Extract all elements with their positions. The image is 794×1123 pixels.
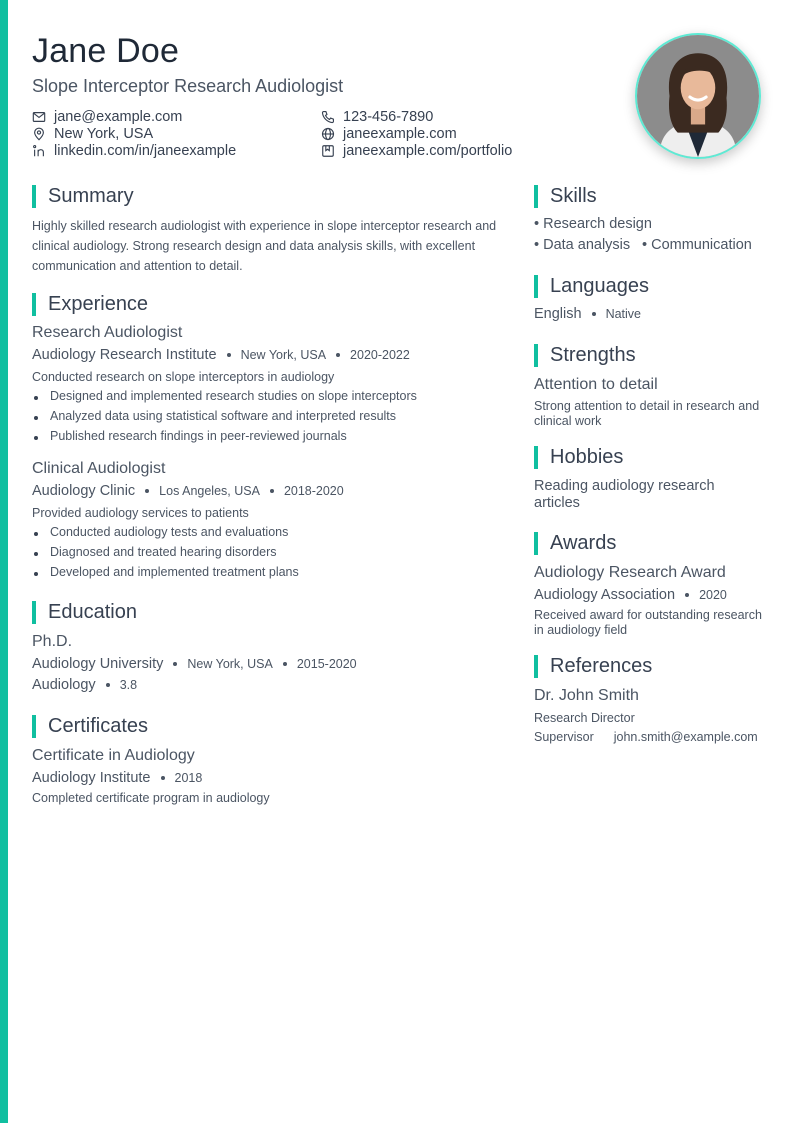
separator-dot bbox=[283, 662, 287, 666]
field-of-study: Audiology bbox=[32, 677, 96, 693]
strengths-heading bbox=[534, 343, 764, 367]
skills-heading bbox=[534, 184, 764, 208]
summary-text: Highly skilled research audiologist with experience in slope interceptor research and clinical audiology. Strong research design and data analysis skills, with excellent communication and attention to detail. bbox=[32, 219, 497, 273]
separator-dot bbox=[227, 353, 231, 357]
language-item bbox=[534, 306, 641, 322]
job-meta bbox=[32, 347, 410, 363]
language-name: English bbox=[534, 306, 582, 322]
list-item-text: Developed and implemented treatment plans bbox=[50, 565, 299, 579]
accent-bar bbox=[0, 0, 8, 1123]
list-item bbox=[32, 545, 277, 559]
contact-linkedin[interactable] bbox=[32, 142, 236, 159]
heading-accent bbox=[534, 344, 538, 367]
award-title: Audiology Research Award bbox=[534, 564, 726, 581]
separator-dot bbox=[592, 312, 596, 316]
job-dates: 2018-2020 bbox=[283, 484, 344, 498]
bullet-dot bbox=[34, 572, 38, 576]
list-item bbox=[32, 525, 288, 539]
certificates-section bbox=[32, 714, 512, 805]
linkedin-icon bbox=[32, 144, 46, 158]
strength-description: Strong attention to detail in research and clinical work bbox=[534, 399, 760, 428]
heading-accent bbox=[32, 715, 36, 738]
job-dates: 2020-2022 bbox=[350, 348, 410, 362]
job-location: Los Angeles, USA bbox=[159, 484, 260, 498]
languages-heading bbox=[534, 274, 764, 298]
heading-accent bbox=[32, 601, 36, 624]
hobby-text: Reading audiology research articles bbox=[534, 478, 715, 511]
award-year: 2020 bbox=[699, 588, 727, 602]
contact-location-text: New York, USA bbox=[54, 125, 154, 142]
heading-accent bbox=[534, 655, 538, 678]
hobbies-heading bbox=[534, 445, 764, 469]
strengths-heading-text: Strengths bbox=[550, 343, 636, 366]
experience-section bbox=[32, 292, 512, 579]
summary-heading bbox=[32, 184, 512, 208]
reference-relation: Supervisor bbox=[534, 730, 594, 744]
skill-item: • Research design bbox=[534, 216, 652, 232]
education-section bbox=[32, 600, 512, 693]
certificate-year: 2018 bbox=[174, 771, 203, 785]
certificate-name: Certificate in Audiology bbox=[32, 747, 195, 764]
language-level: Native bbox=[605, 307, 641, 321]
job-location: New York, USA bbox=[240, 348, 327, 362]
heading-accent bbox=[534, 446, 538, 469]
phone-icon bbox=[321, 110, 335, 124]
contact-email[interactable] bbox=[32, 108, 182, 125]
mail-icon bbox=[32, 110, 46, 124]
list-item-text: Conducted audiology tests and evaluations bbox=[50, 525, 289, 539]
profile-photo bbox=[637, 35, 759, 157]
contact-phone-text: 123-456-7890 bbox=[343, 108, 434, 125]
separator-dot bbox=[106, 683, 110, 687]
experience-heading-text: Experience bbox=[48, 292, 149, 315]
certificate-issuer: Audiology Institute bbox=[32, 770, 151, 786]
avatar bbox=[635, 33, 761, 159]
list-item-text: Published research findings in peer-reviewed journals bbox=[50, 429, 347, 443]
certificate-meta bbox=[32, 770, 202, 786]
job-title: Clinical Audiologist bbox=[32, 460, 166, 477]
list-item bbox=[32, 389, 417, 403]
portfolio-icon bbox=[321, 144, 335, 158]
separator-dot bbox=[336, 353, 340, 357]
skill-text: Research design bbox=[543, 216, 652, 232]
references-heading-text: References bbox=[550, 654, 653, 677]
job-title: Research Audiologist bbox=[32, 324, 183, 341]
reference-email[interactable]: john.smith@example.com bbox=[613, 730, 758, 744]
list-item-text: Analyzed data using statistical software and interpreted results bbox=[50, 409, 397, 423]
contact-website-text: janeexample.com bbox=[343, 125, 457, 142]
job-description: Conducted research on slope interceptors in audiology bbox=[32, 370, 335, 384]
list-item-text: Diagnosed and treated hearing disorders bbox=[50, 545, 277, 559]
contact-phone[interactable] bbox=[321, 108, 433, 125]
languages-heading-text: Languages bbox=[550, 274, 649, 297]
contact-portfolio-text: janeexample.com/portfolio bbox=[343, 142, 513, 159]
separator-dot bbox=[161, 776, 165, 780]
languages-section bbox=[534, 274, 764, 322]
candidate-title: Slope Interceptor Research Audiologist bbox=[32, 76, 344, 96]
awards-heading-text: Awards bbox=[550, 531, 617, 554]
heading-accent bbox=[534, 275, 538, 298]
heading-accent bbox=[32, 185, 36, 208]
gpa: 3.8 bbox=[119, 678, 138, 692]
award-issuer: Audiology Association bbox=[534, 587, 676, 603]
list-item bbox=[32, 565, 299, 579]
candidate-name: Jane Doe bbox=[32, 32, 180, 70]
heading-accent bbox=[534, 532, 538, 555]
skills-heading-text: Skills bbox=[550, 184, 597, 207]
location-pin-icon bbox=[32, 127, 46, 141]
certificate-description: Completed certificate program in audiology bbox=[32, 791, 270, 805]
education-meta bbox=[32, 656, 357, 672]
skill-text: Communication bbox=[651, 237, 752, 253]
job-meta bbox=[32, 483, 344, 499]
school-name: Audiology University bbox=[32, 656, 164, 672]
skill-text: Data analysis bbox=[543, 237, 631, 253]
references-heading bbox=[534, 654, 764, 678]
award-description: Received award for outstanding research in audiology field bbox=[534, 608, 762, 637]
separator-dot bbox=[270, 489, 274, 493]
contact-linkedin-text: linkedin.com/in/janeexample bbox=[54, 142, 237, 159]
references-section bbox=[534, 654, 764, 744]
experience-heading bbox=[32, 292, 512, 316]
strengths-section bbox=[534, 343, 764, 428]
separator-dot bbox=[145, 489, 149, 493]
certificates-heading bbox=[32, 714, 512, 738]
bullet-dot bbox=[34, 552, 38, 556]
degree: Ph.D. bbox=[32, 633, 73, 650]
school-location: New York, USA bbox=[187, 657, 273, 671]
strength-title: Attention to detail bbox=[534, 376, 658, 393]
summary-heading-text: Summary bbox=[48, 184, 134, 207]
awards-section bbox=[534, 531, 764, 637]
job-company: Audiology Research Institute bbox=[32, 347, 217, 363]
reference-name: Dr. John Smith bbox=[534, 687, 639, 704]
awards-heading bbox=[534, 531, 764, 555]
separator-dot bbox=[173, 662, 177, 666]
globe-icon bbox=[321, 127, 335, 141]
education-heading-text: Education bbox=[48, 600, 137, 623]
skills-section bbox=[534, 184, 764, 253]
reference-role: Research Director bbox=[534, 711, 635, 725]
heading-accent bbox=[534, 185, 538, 208]
certificates-heading-text: Certificates bbox=[48, 714, 149, 737]
education-heading bbox=[32, 600, 512, 624]
heading-accent bbox=[32, 293, 36, 316]
education-field-row bbox=[32, 677, 137, 693]
contact-portfolio[interactable] bbox=[321, 142, 512, 159]
education-dates: 2015-2020 bbox=[296, 657, 357, 671]
contact-website[interactable] bbox=[321, 125, 457, 142]
job-company: Audiology Clinic bbox=[32, 483, 136, 499]
bullet-dot bbox=[34, 396, 38, 400]
contact-email-text: jane@example.com bbox=[54, 108, 183, 125]
reference-contact-row bbox=[534, 730, 758, 745]
separator-dot bbox=[685, 593, 689, 597]
skill-item: • Communication bbox=[642, 237, 752, 253]
list-item bbox=[32, 429, 347, 443]
award-meta bbox=[534, 587, 727, 603]
list-item bbox=[32, 409, 396, 423]
hobbies-heading-text: Hobbies bbox=[550, 445, 624, 468]
list-item-text: Designed and implemented research studies on slope interceptors bbox=[50, 389, 417, 403]
bullet-dot bbox=[34, 416, 38, 420]
contact-location bbox=[32, 125, 153, 142]
bullet-dot bbox=[34, 532, 38, 536]
summary-section bbox=[32, 184, 512, 273]
skill-item: • Data analysis bbox=[534, 237, 631, 253]
hobbies-section bbox=[534, 445, 764, 511]
bullet-dot bbox=[34, 436, 38, 440]
job-description: Provided audiology services to patients bbox=[32, 506, 249, 520]
